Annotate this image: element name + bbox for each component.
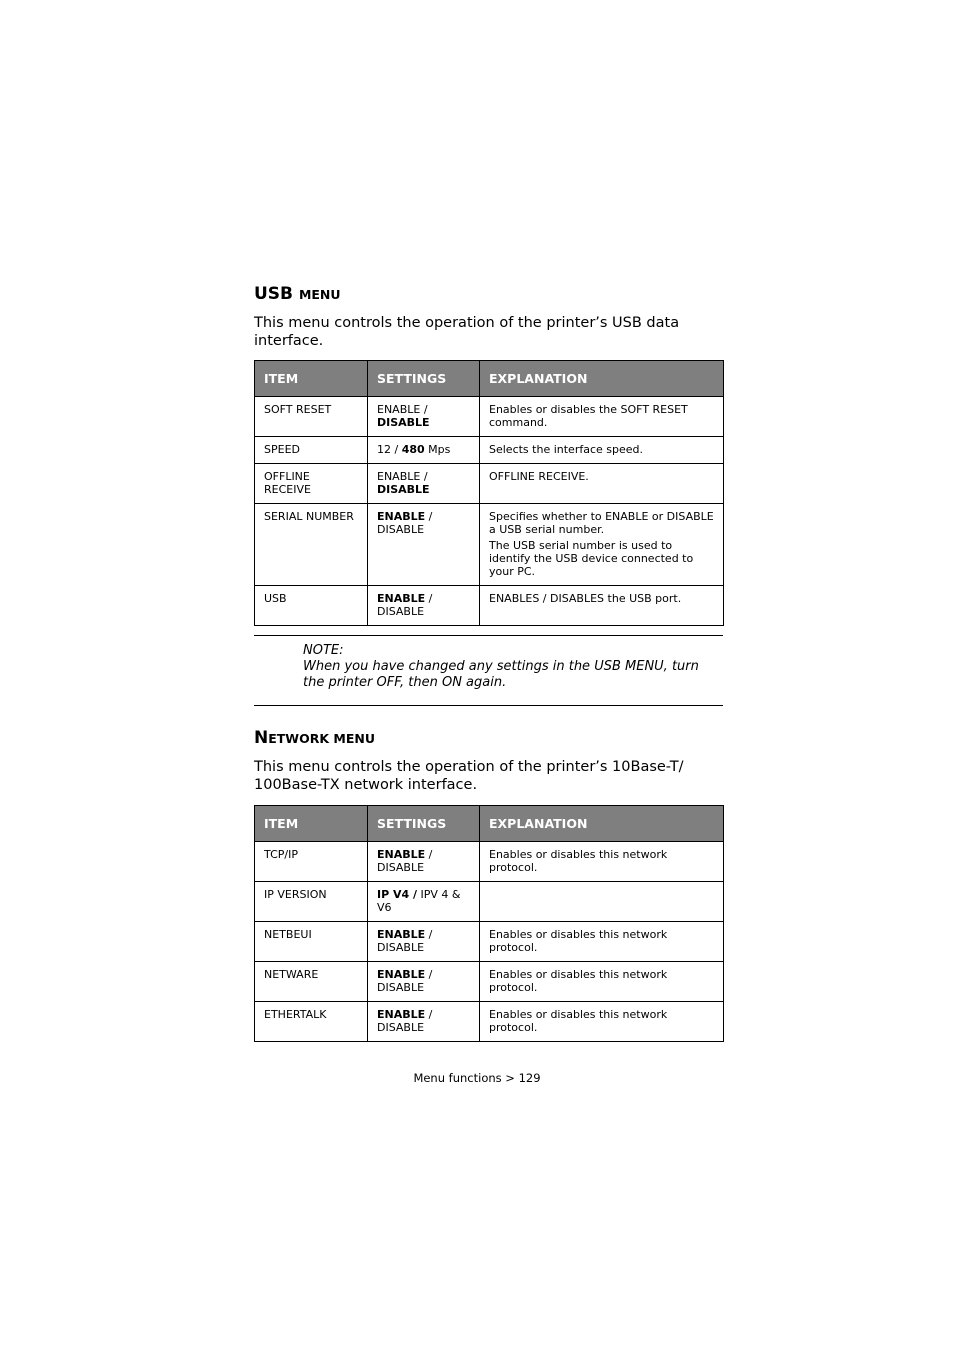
setting-option: / DISABLE bbox=[377, 1008, 433, 1034]
item-cell: ETHERTALK bbox=[255, 1002, 368, 1042]
item-cell: SOFT RESET bbox=[255, 397, 368, 437]
item-cell: SPEED bbox=[255, 437, 368, 464]
item-cell: NETWARE bbox=[255, 962, 368, 1002]
settings-cell bbox=[368, 1002, 480, 1042]
settings-cell bbox=[368, 882, 480, 922]
default-setting: ENABLE bbox=[377, 968, 426, 981]
usb-menu-heading bbox=[254, 284, 341, 305]
explanation-text: OFFLINE RECEIVE. bbox=[489, 470, 589, 483]
usb-heading-big: USB bbox=[254, 284, 294, 304]
explanation-cell bbox=[480, 922, 724, 962]
explanation-cell bbox=[480, 586, 724, 626]
table-header-row bbox=[255, 361, 724, 397]
explanation-cell bbox=[480, 437, 724, 464]
header-settings: SETTINGS bbox=[368, 806, 480, 842]
explanation-text: Enables or disables the SOFT RESET command. bbox=[489, 403, 688, 429]
setting-option: / DISABLE bbox=[377, 928, 433, 954]
table-row bbox=[255, 842, 724, 882]
table-row bbox=[255, 504, 724, 586]
settings-cell bbox=[368, 464, 480, 504]
settings-cell bbox=[368, 437, 480, 464]
note-bottom-rule bbox=[254, 705, 723, 706]
explanation-text: Enables or disables this network protocol. bbox=[489, 1008, 668, 1034]
explanation-text: ENABLES / DISABLES the USB port. bbox=[489, 592, 682, 605]
header-item: ITEM bbox=[255, 806, 368, 842]
item-cell: SERIAL NUMBER bbox=[255, 504, 368, 586]
explanation-cell bbox=[480, 464, 724, 504]
network-heading-small: ETWORK MENU bbox=[268, 731, 375, 746]
explanation-text: Enables or disables this network protocol. bbox=[489, 928, 668, 954]
page-footer: Menu functions > 129 bbox=[413, 1071, 541, 1085]
table-header-row bbox=[255, 806, 724, 842]
header-item: ITEM bbox=[255, 361, 368, 397]
default-setting: ENABLE bbox=[377, 1008, 426, 1021]
settings-cell bbox=[368, 397, 480, 437]
table-row bbox=[255, 437, 724, 464]
table-row bbox=[255, 464, 724, 504]
note-top-rule bbox=[254, 635, 723, 636]
explanation-cell bbox=[480, 882, 724, 922]
note-text: When you have changed any settings in the USB MENU, turn the printer OFF, then ON again. bbox=[303, 659, 699, 690]
setting-option: ENABLE / bbox=[377, 403, 428, 416]
setting-option: 12 / bbox=[377, 443, 402, 456]
table-row bbox=[255, 1002, 724, 1042]
setting-option: / DISABLE bbox=[377, 592, 433, 618]
usb-heading-small: MENU bbox=[298, 287, 341, 302]
item-cell: IP VERSION bbox=[255, 882, 368, 922]
setting-option: IPV 4 & V6 bbox=[377, 888, 461, 914]
header-settings: SETTINGS bbox=[368, 361, 480, 397]
network-heading-big: N bbox=[254, 728, 269, 748]
table-row bbox=[255, 962, 724, 1002]
explanation-text: Enables or disables this network protocol. bbox=[489, 968, 668, 994]
default-setting: DISABLE bbox=[377, 483, 430, 496]
default-setting: ENABLE bbox=[377, 848, 426, 861]
item-cell: NETBEUI bbox=[255, 922, 368, 962]
table-row bbox=[255, 922, 724, 962]
setting-option: / DISABLE bbox=[377, 848, 433, 874]
explanation-text: The USB serial number is used to identify the USB device connected to your PC. bbox=[489, 539, 694, 578]
setting-option: ENABLE / bbox=[377, 470, 428, 483]
default-setting: ENABLE bbox=[377, 928, 426, 941]
default-setting: ENABLE bbox=[377, 592, 426, 605]
settings-cell bbox=[368, 586, 480, 626]
explanation-cell bbox=[480, 504, 724, 586]
setting-option: Mps bbox=[424, 443, 451, 456]
explanation-text: Enables or disables this network protocol. bbox=[489, 848, 668, 874]
network-menu-heading bbox=[254, 728, 375, 749]
explanation-cell bbox=[480, 962, 724, 1002]
settings-cell bbox=[368, 842, 480, 882]
setting-option: / DISABLE bbox=[377, 968, 433, 994]
default-setting: IP V4 / bbox=[377, 888, 417, 901]
item-cell: OFFLINE RECEIVE bbox=[255, 464, 368, 504]
usb-intro: This menu controls the operation of the printer’s USB data interface. bbox=[254, 315, 680, 349]
explanation-cell bbox=[480, 397, 724, 437]
usb-menu-table bbox=[254, 360, 724, 626]
explanation-cell bbox=[480, 1002, 724, 1042]
table-row bbox=[255, 397, 724, 437]
default-setting: DISABLE bbox=[377, 416, 430, 429]
network-intro: This menu controls the operation of the printer’s 10Base-T/ 100Base-TX network interface. bbox=[254, 759, 684, 793]
default-setting: 480 bbox=[401, 443, 425, 456]
note-box bbox=[303, 643, 713, 691]
header-explanation: EXPLANATION bbox=[480, 806, 724, 842]
explanation-text: Specifies whether to ENABLE or DISABLE a USB serial number. bbox=[489, 510, 714, 536]
note-label: NOTE: bbox=[303, 643, 344, 658]
settings-cell bbox=[368, 504, 480, 586]
explanation-cell bbox=[480, 842, 724, 882]
item-cell: USB bbox=[255, 586, 368, 626]
network-menu-table bbox=[254, 805, 724, 1042]
settings-cell bbox=[368, 962, 480, 1002]
settings-cell bbox=[368, 922, 480, 962]
table-row bbox=[255, 586, 724, 626]
default-setting: ENABLE bbox=[377, 510, 426, 523]
setting-option: / DISABLE bbox=[377, 510, 433, 536]
item-cell: TCP/IP bbox=[255, 842, 368, 882]
explanation-text: Selects the interface speed. bbox=[489, 443, 643, 456]
header-explanation: EXPLANATION bbox=[480, 361, 724, 397]
table-row bbox=[255, 882, 724, 922]
